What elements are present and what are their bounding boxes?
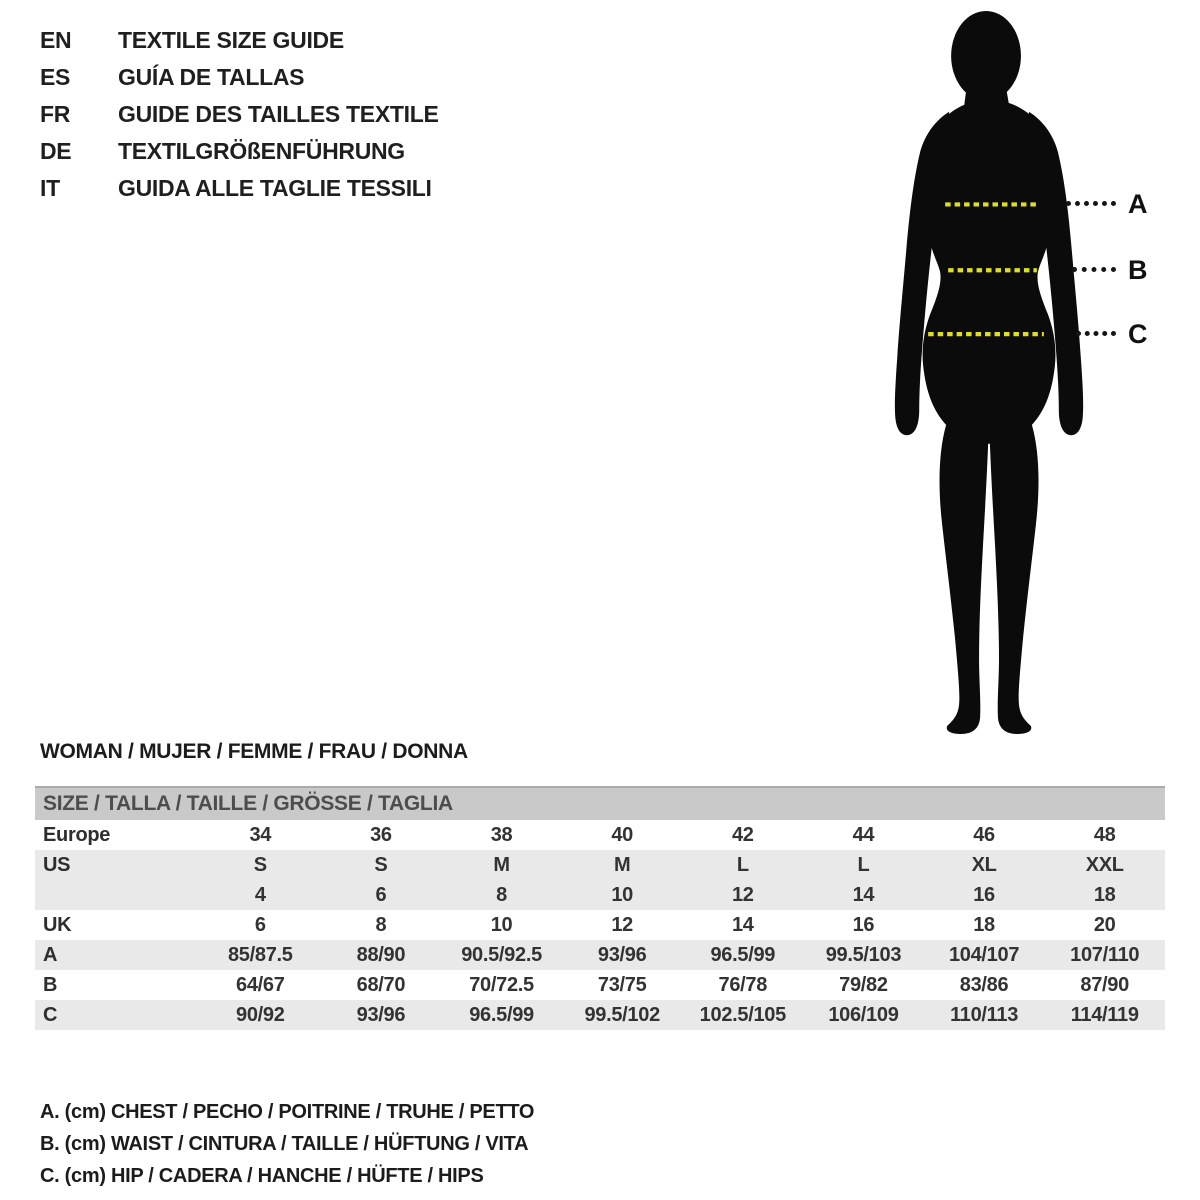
size-cell: 96.5/99 [441, 1000, 562, 1030]
size-cell: 44 [852, 823, 875, 846]
size-cell: 12 [683, 880, 804, 910]
language-row [40, 133, 439, 170]
size-cell: 36 [370, 823, 392, 846]
size-cell: 110/113 [924, 1000, 1045, 1030]
measurement-legend [40, 1096, 534, 1192]
language-row [40, 170, 439, 207]
row-label: US [35, 850, 200, 880]
section-title: WOMAN / MUJER / FEMME / FRAU / DONNA [40, 740, 468, 763]
language-row [40, 22, 439, 59]
size-cell: 90/92 [200, 1000, 321, 1030]
size-cell: 12 [611, 913, 634, 936]
size-cell: M [562, 850, 683, 880]
size-cell: 107/110 [1044, 940, 1165, 970]
size-cell: 42 [731, 823, 754, 846]
language-code: FR [40, 101, 71, 127]
table-row-hip [35, 1000, 1165, 1030]
woman-silhouette [892, 6, 1102, 734]
size-cell: 73/75 [597, 973, 647, 996]
size-cell: S [321, 850, 442, 880]
silhouette-left-leg [940, 420, 989, 734]
leader-line-b [1072, 267, 1116, 272]
table-row-uk [35, 910, 1165, 940]
size-cell: 16 [924, 880, 1045, 910]
size-cell: 102.5/105 [683, 1000, 804, 1030]
size-cell: 88/90 [321, 940, 442, 970]
table-row-waist [35, 970, 1165, 1000]
size-cell: S [200, 850, 321, 880]
size-cell: XL [924, 850, 1045, 880]
row-label: Europe [43, 823, 111, 846]
language-row [40, 59, 439, 96]
size-cell: 8 [375, 913, 387, 936]
table-row-chest [35, 940, 1165, 970]
size-cell: 46 [973, 823, 995, 846]
size-cell: 48 [1093, 823, 1116, 846]
size-cell: 4 [200, 880, 321, 910]
size-cell: 99.5/103 [803, 940, 924, 970]
silhouette-right-leg [990, 420, 1039, 734]
size-cell: 64/67 [236, 973, 285, 996]
size-cell: 16 [852, 913, 875, 936]
size-cell: 18 [973, 913, 995, 936]
legend-line-hip: C. (cm) HIP / CADERA / HANCHE / HÜFTE / HIPS [40, 1165, 484, 1187]
size-cell: 79/82 [839, 973, 888, 996]
size-cell: 106/109 [803, 1000, 924, 1030]
size-cell: 6 [321, 880, 442, 910]
size-cell: 96.5/99 [683, 940, 804, 970]
language-code: DE [40, 138, 72, 164]
size-cell: 68/70 [356, 973, 406, 996]
language-list [40, 22, 439, 207]
size-cell: 114/119 [1044, 1000, 1165, 1030]
row-label: A [35, 940, 200, 970]
size-cell: 34 [249, 823, 272, 846]
size-cell: 38 [490, 823, 513, 846]
language-code: ES [40, 64, 71, 90]
size-cell: 10 [490, 913, 513, 936]
marker-label-c: C [1128, 319, 1148, 349]
size-cell: 14 [731, 913, 754, 936]
legend-line-chest: A. (cm) CHEST / PECHO / POITRINE / TRUHE / PETTO [40, 1101, 535, 1123]
size-cell: 18 [1044, 880, 1165, 910]
size-cell: 76/78 [718, 973, 768, 996]
language-row [40, 96, 439, 133]
size-cell: 99.5/102 [562, 1000, 683, 1030]
language-title: GUIDE DES TAILLES TEXTILE [118, 101, 439, 127]
language-title: TEXTILE SIZE GUIDE [118, 27, 344, 53]
table-row-us [35, 850, 1165, 880]
table-row-us-numeric [35, 880, 1165, 910]
row-label: UK [43, 913, 72, 936]
size-cell: 83/86 [959, 973, 1009, 996]
size-cell: 93/96 [562, 940, 683, 970]
size-cell: 104/107 [924, 940, 1045, 970]
language-title: TEXTILGRÖßENFÜHRUNG [118, 138, 405, 164]
size-cell: XXL [1044, 850, 1165, 880]
size-cell: 20 [1093, 913, 1116, 936]
size-cell: 90.5/92.5 [441, 940, 562, 970]
size-cell: M [441, 850, 562, 880]
size-cell: L [803, 850, 924, 880]
row-label: C [35, 1000, 200, 1030]
size-cell: 93/96 [321, 1000, 442, 1030]
size-table-header: SIZE / TALLA / TAILLE / GRÖSSE / TAGLIA [35, 787, 1165, 820]
legend-line-waist: B. (cm) WAIST / CINTURA / TAILLE / HÜFTUNG / VITA [40, 1133, 529, 1155]
size-cell: 8 [441, 880, 562, 910]
size-cell: 40 [611, 823, 634, 846]
marker-label-b: B [1128, 255, 1148, 285]
leader-line-c [1076, 331, 1116, 336]
table-row-europe [35, 820, 1165, 850]
size-cell: 85/87.5 [200, 940, 321, 970]
language-code: IT [40, 175, 60, 201]
size-cell: L [683, 850, 804, 880]
row-label [35, 880, 200, 910]
size-table-header-row [35, 787, 1165, 820]
leader-line-a [1066, 201, 1116, 206]
row-label: B [43, 973, 58, 996]
size-cell: 6 [254, 913, 266, 936]
language-title: GUIDA ALLE TAGLIE TESSILI [118, 175, 432, 201]
size-table [35, 786, 1165, 1030]
language-code: EN [40, 27, 72, 53]
size-cell: 70/72.5 [469, 973, 534, 996]
size-cell: 10 [562, 880, 683, 910]
size-cell: 87/90 [1080, 973, 1129, 996]
language-title: GUÍA DE TALLAS [118, 64, 305, 90]
size-cell: 14 [803, 880, 924, 910]
marker-label-a: A [1128, 189, 1148, 219]
